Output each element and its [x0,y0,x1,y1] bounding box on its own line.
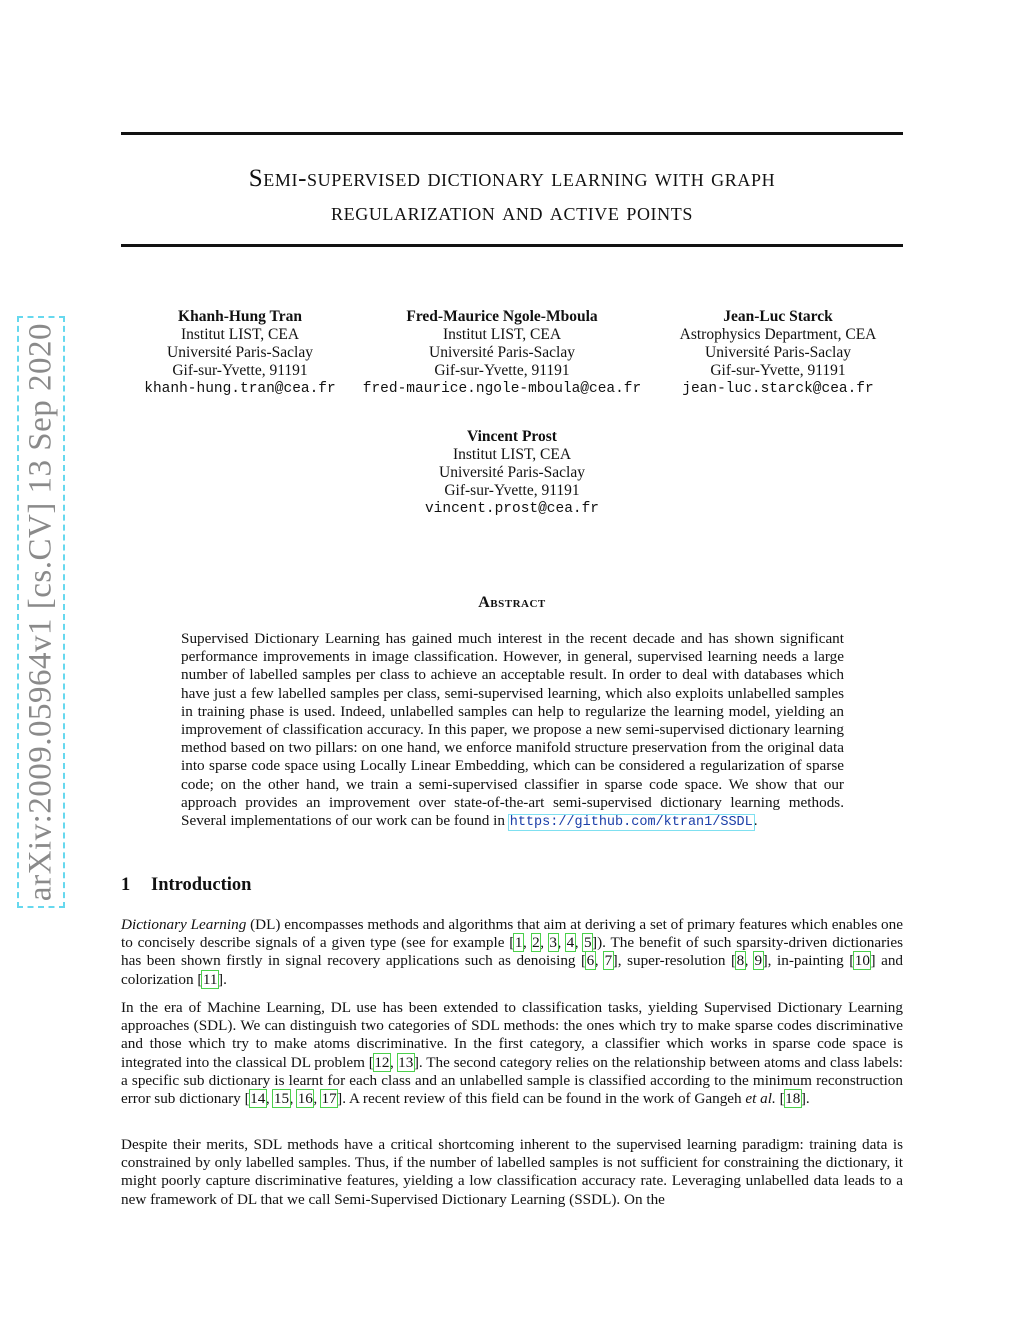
et-al: et al. [745,1090,776,1108]
author-email: vincent.prost@cea.fr [424,501,600,517]
paragraph-text: (DL) encompasses methods and algorithms that aim at deriving a set of primary features which enables one to concisely describe signals of a given type (see for example [ [121,916,903,952]
author-affiliation: Institut LIST, CEA [452,446,572,463]
abstract-heading: Abstract [478,594,546,611]
paragraph-text: ] and colorization [ [121,952,904,988]
author-name: Vincent Prost [467,428,557,445]
author-university: Université Paris-Saclay [439,464,585,481]
citation-link[interactable]: 14 [250,1090,266,1108]
author-affiliation: Institut LIST, CEA [442,326,562,343]
abstract-body [181,630,844,832]
term-dictionary-learning: Dictionary Learning [121,916,247,933]
citation-link[interactable]: 15 [273,1090,290,1108]
author-name: Jean-Luc Starck [723,308,833,325]
author-email: fred-maurice.ngole-mboula@cea.fr [362,381,642,397]
paragraph-text: [ [775,1090,785,1108]
author-university: Université Paris-Saclay [705,344,851,361]
paragraph-text: ]. A recent review of this field can be found in the work of Gangeh [337,1090,746,1108]
author-city: Gif-sur-Yvette, 91191 [434,362,570,379]
citation-link[interactable]: 7 [604,952,613,970]
author-city: Gif-sur-Yvette, 91191 [172,362,308,379]
citation-link[interactable]: 12 [374,1053,390,1071]
citation-link[interactable]: 18 [785,1090,801,1108]
author-name: Fred-Maurice Ngole-Mboula [406,308,598,325]
author-city: Gif-sur-Yvette, 91191 [444,482,580,499]
author-name: Khanh-Hung Tran [178,308,302,325]
title-rule-top [121,132,903,135]
author-affiliation: Institut LIST, CEA [180,326,300,343]
author-block [352,308,652,398]
citation-link[interactable]: 11 [202,970,218,988]
citation-link[interactable]: 16 [297,1090,313,1108]
paragraph-text: ]. The second category relies on the relationship between atoms and class labels: a specific sub dictionary is learnt for each class and an unlabelled sample is classified according to the minimum reconstruction error sub dictionary [ [121,1053,904,1108]
intro-paragraph-1: Dictionary Learning (DL) encompasses methods and algorithms that aim at deriving a set of primary features which enables one to concisely describe signals of a given type (see for example [1, 2, 3, 4, 5]). The benefit of such sparsity-driven dictionaries has been shown firstly in signal recovery applications such as denoising [6, 7], super-resolution [8, 9], in-painting [10] and colorization [11]. [121,916,904,988]
arxiv-stamp-text: arXiv:2009.05964v1 [cs.CV] 13 Sep 2020 [22,322,59,902]
citation-link[interactable]: 10 [854,952,870,970]
title-rule-bottom [121,244,903,247]
citation-link[interactable]: 8 [736,952,745,970]
author-affiliation: Astrophysics Department, CEA [679,326,877,343]
section-heading [121,875,251,896]
abstract-text: Supervised Dictionary Learning has gained much interest in the recent decade and has shown significant performance improvements in image classification. However, in general, supervised learning needs a large number of labelled samples per class to achieve an acceptable result. In order to deal with databases which have just a few labelled samples per class, semi-supervised learning, which also exploits unlabelled samples in training phase is used. Indeed, unlabelled samples can help to regularize the learning model, yielding an improvement of classification accuracy. In this paper, we propose a new semi-supervised dictionary learning method based on two pillars: on one hand, we enforce manifold structure preservation from the original data into sparse code space using Locally Linear Embedding, which can be considered a regularization of sparse code; on the other hand, we train a semi-supervised classifier in sparse code space. We show that our approach provides an improvement over state-of-the-art semi-supervised dictionary learning methods. Several implementations of our work can be found in [181,630,844,830]
intro-paragraph-2: In the era of Machine Learning, DL use has been extended to classification tasks, yielding Supervised Dictionary Learning approaches (SDL). We can distinguish two categories of SDL methods: the ones which try to make sparse codes discriminative and those which try to make atoms discriminative. In the first category, a classifier which works in sparse code space is integrated into the classical DL problem [12, 13]. The second category relies on the relationship between atoms and class labels: a specific sub dictionary is learnt for each class and an unlabelled sample is classified according to the minimum reconstruction error sub dictionary [14, 15, 16, 17]. A recent review of this field can be found in the work of Gangeh et al. [18]. [121,999,904,1108]
author-city: Gif-sur-Yvette, 91191 [710,362,846,379]
section-title: Introduction [151,875,252,895]
github-link[interactable]: https://github.com/ktran1/SSDL [509,815,753,831]
paper-title-line-1: Semi-supervised dictionary learning with graph [248,165,776,192]
citation-link[interactable]: 9 [754,952,763,970]
author-block [120,308,360,398]
citation-link[interactable]: 2 [532,934,540,952]
citation-link[interactable]: 17 [321,1090,337,1108]
citation-link[interactable]: 6 [586,952,595,970]
citation-link[interactable]: 1 [514,934,523,952]
paragraph-text: ]. [218,970,227,988]
citation-link[interactable]: 13 [398,1053,414,1071]
author-email: jean-luc.starck@cea.fr [682,381,874,397]
paragraph-text: ], super-resolution [ [612,952,737,970]
citation-link[interactable]: 4 [566,934,575,952]
author-university: Université Paris-Saclay [167,344,313,361]
citation-link[interactable]: 3 [549,934,557,952]
section-number: 1 [121,875,131,895]
author-block [392,428,632,518]
author-block [640,308,916,398]
paragraph-text: ]). The benefit of such sparsity-driven dictionaries has been shown firstly in signal recovery applications such as denoising [ [121,934,904,970]
paragraph-text: In the era of Machine Learning, DL use has been extended to classification tasks, yielding Supervised Dictionary Learning approaches (SDL). We can distinguish two categories of SDL methods: the ones which try to make sparse codes discriminative and those which try to make atoms discriminative. In the first category, a classifier which works in sparse code space is integrated into the classical DL problem [ [121,999,903,1071]
author-university: Université Paris-Saclay [429,344,575,361]
paper-title-line-2: regularization and active points [331,199,693,226]
intro-paragraph-3: Despite their merits, SDL methods have a critical shortcoming inherent to the supervised learning paradigm: training data is constrained by only labelled samples. Thus, if the number of labelled samples is not sufficient for constraining the dictionary, it might poorly capture discriminative features, yielding a low classification accuracy rate. Leveraging unlabelled data leads to a new framework of DL that we call Semi-Supervised Dictionary Learning (SSDL). On the [121,1136,903,1208]
author-email: khanh-hung.tran@cea.fr [144,381,336,397]
paragraph-text: ]. [800,1090,810,1108]
citation-link[interactable]: 5 [583,934,592,952]
abstract-end: . [753,812,758,830]
paragraph-text: ], in-painting [ [762,952,855,970]
